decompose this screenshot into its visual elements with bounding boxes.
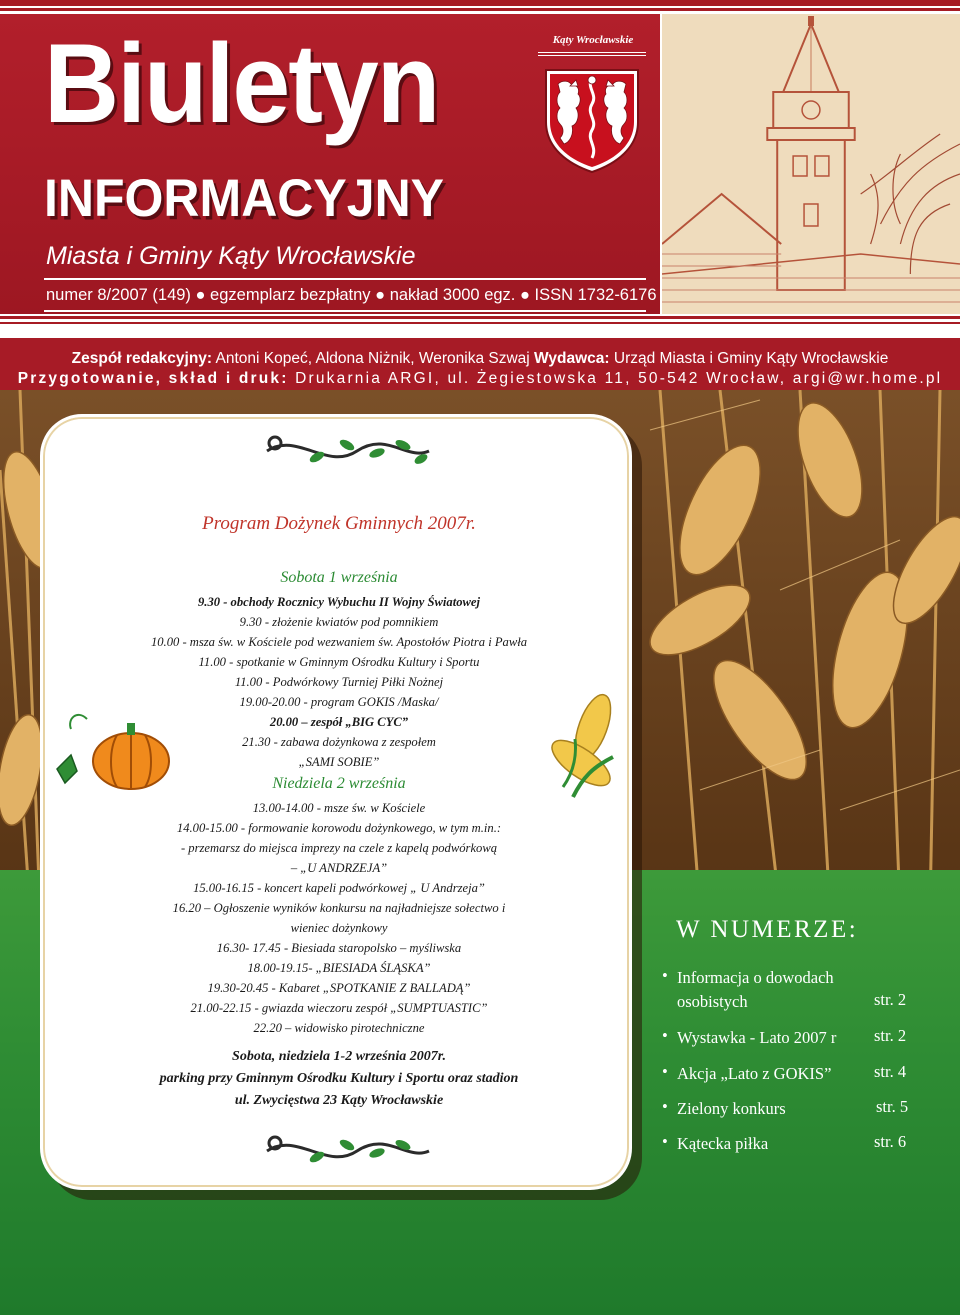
credits-team-label: Zespół redakcyjny:: [71, 350, 213, 367]
toc-item-page: str. 2: [874, 1026, 907, 1045]
toc-item-page: str. 4: [874, 1062, 907, 1081]
bullet-icon: •: [662, 1097, 668, 1116]
program-item: 16.30- 17.45 - Biesiada staropolsko – myśliwska: [216, 941, 462, 955]
program-item: 18.00-19.15- „BIESIADA ŚLĄSKA”: [247, 961, 431, 975]
program-item: 21.30 - zabawa dożynkowa z zespołem: [242, 735, 436, 749]
toc-item-label: Akcja „Lato z GOKIS”: [677, 1064, 832, 1083]
toc-item-page: str. 6: [874, 1132, 907, 1151]
program-item: 21.00-22.15 - gwiazda wieczoru zespół „SUMPTUASTIC”: [190, 1001, 488, 1015]
program-item: „SAMI SOBIE”: [298, 755, 380, 769]
program-item: 19.00-20.00 - program GOKIS /Maska/: [239, 695, 439, 709]
bulletin-city-line: Miasta i Gminy Kąty Wrocławskie: [46, 242, 416, 270]
toc-item-label: Zielony konkurs: [677, 1099, 786, 1118]
bullet-icon: •: [662, 966, 668, 985]
credits-publisher-name: Urząd Miasta i Gminy Kąty Wrocławskie: [609, 350, 889, 367]
program-footer-line: parking przy Gminnym Ośrodku Kultury i Sportu oraz stadion: [159, 1071, 519, 1086]
toc-item-label: Informacja o dowodach osobistych: [677, 968, 834, 1011]
credits-prep-value: Drukarnia ARGI, ul. Żegiestowska 11, 50-542 Wrocław, argi@wr.home.pl: [288, 370, 943, 387]
program-card: [40, 414, 632, 1190]
bullet-icon: •: [662, 1026, 668, 1045]
program-item: 19.30-20.45 - Kabaret „SPOTKANIE Z BALLADĄ”: [207, 981, 471, 995]
bulletin-title: Biuletyn: [44, 21, 439, 147]
bulletin-subtitle: INFORMACYJNY: [44, 168, 445, 228]
editorial-credits: [0, 338, 960, 390]
masthead: [0, 14, 960, 314]
program-footer-line: Sobota, niedziela 1-2 września 2007r.: [232, 1049, 446, 1064]
vine-ornament-bottom-icon: [257, 1131, 437, 1171]
credits-line-printing: [0, 370, 960, 388]
crest-caption: Kąty Wrocławskie: [552, 34, 634, 46]
toc-item-label: Wystawka - Lato 2007 r: [677, 1028, 837, 1047]
issue-rule-bottom: [44, 310, 646, 312]
issue-line: numer 8/2007 (149) ● egzemplarz bezpłatny ● nakład 3000 egz. ● ISSN 1732-6176: [46, 286, 657, 304]
castle-tower-illustration: [660, 14, 960, 314]
pumpkin-icon: [47, 699, 177, 799]
coat-of-arms-icon: [540, 64, 644, 174]
vine-ornament-icon: [257, 431, 437, 471]
program-item: wieniec dożynkowy: [290, 921, 388, 935]
bullet-icon: •: [662, 1132, 668, 1151]
program-item: – „U ANDRZEJA”: [290, 861, 388, 875]
band-rule-thin: [0, 322, 960, 324]
toc-item-page: str. 2: [874, 990, 907, 1009]
bullet-icon: •: [662, 1062, 668, 1081]
program-item: 20.00 – zespół „BIG CYC”: [269, 715, 409, 729]
credits-prep-label: Przygotowanie, skład i druk:: [17, 370, 289, 387]
program-title: Program Dożynek Gminnych 2007r.: [202, 513, 476, 534]
program-day-1-heading: Sobota 1 września: [280, 569, 398, 586]
issue-rule-top: [44, 278, 646, 280]
masthead-title-panel: [0, 14, 660, 314]
top-rule: [0, 0, 960, 6]
credits-line-editors: [0, 350, 960, 368]
program-item: 10.00 - msza św. w Kościele pod wezwaniem św. Apostołów Piotra i Pawła: [150, 635, 528, 649]
program-item: 9.30 - złożenie kwiatów pod pomnikiem: [239, 615, 439, 629]
program-item: 11.00 - spotkanie w Gminnym Ośrodku Kultury i Sportu: [198, 655, 480, 669]
program-item: 13.00-14.00 - msze św. w Kościele: [252, 801, 426, 815]
top-rule-thin: [0, 8, 960, 11]
program-day-2-heading: Niedziela 2 września: [272, 775, 406, 792]
crest-rule: [538, 55, 646, 56]
program-footer-line: ul. Zwycięstwa 23 Kąty Wrocławskie: [234, 1093, 444, 1108]
corn-icon: [543, 687, 623, 807]
program-item: 11.00 - Podwórkowy Turniej Piłki Nożnej: [234, 675, 444, 689]
program-item: 22.20 – widowisko pirotechniczne: [253, 1021, 425, 1035]
band-rule: [0, 316, 960, 319]
crest-rule: [538, 52, 646, 53]
toc-item-label: Kątecka piłka: [677, 1134, 769, 1153]
toc-title: W NUMERZE:: [676, 916, 859, 943]
toc-item-page: str. 5: [876, 1097, 909, 1116]
program-item: - przemarsz do miejsca imprezy na czele z kapelą podwórkową: [180, 841, 498, 855]
credits-publisher-label: Wydawca:: [534, 350, 610, 367]
program-item: 16.20 – Ogłoszenie wyników konkursu na najładniejsze sołectwo i: [172, 901, 506, 915]
program-item: 14.00-15.00 - formowanie korowodu dożynkowego, w tym m.in.:: [176, 821, 502, 835]
credits-team-names: Antoni Kopeć, Aldona Niżnik, Weronika Szwaj: [212, 350, 535, 367]
toc-item[interactable]: [662, 966, 952, 1014]
program-item: 15.00-16.15 - koncert kapeli podwórkowej „ U Andrzeja”: [193, 881, 485, 895]
program-item: 9.30 - obchody Rocznicy Wybuchu II Wojny Światowej: [198, 595, 480, 609]
